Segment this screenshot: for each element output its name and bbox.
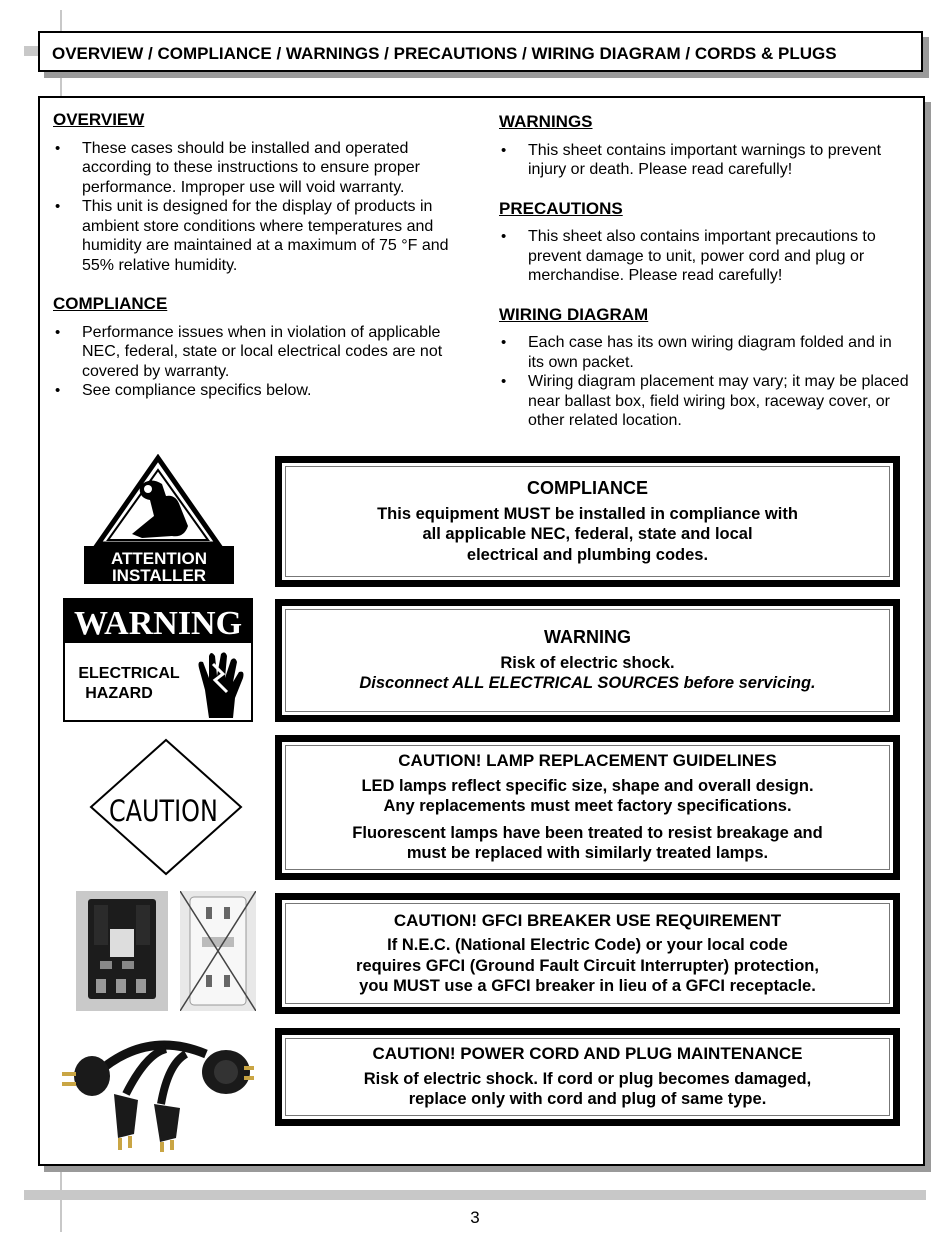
notice-line: requires GFCI (Ground Fault Circuit Interrupter) protection, xyxy=(356,956,819,975)
warnings-heading: WARNINGS xyxy=(499,112,593,131)
compliance-notice xyxy=(275,456,900,587)
list-item: • This sheet also contains important precautions to prevent damage to unit, power cord and plug or merchandise. Please read carefully! xyxy=(499,227,909,286)
notice-line: you MUST use a GFCI breaker in lieu of a GFCI receptacle. xyxy=(359,977,816,995)
page-number: 3 xyxy=(470,1208,480,1227)
notice-line: This equipment MUST be installed in compliance with xyxy=(377,504,798,523)
attention-line1: ATTENTION xyxy=(110,549,208,568)
notice-line: Risk of electric shock. xyxy=(500,653,675,672)
list-item: • Each case has its own wiring diagram folded and in its own packet. xyxy=(499,333,909,372)
electrical-hazard-icon xyxy=(63,598,253,722)
warning-sign-line2: HAZARD xyxy=(85,685,153,702)
list-item: • See compliance specifics below. xyxy=(53,381,478,401)
list-item: • This unit is designed for the display of products in ambient store conditions where temperatures and humidity are maintained at a maximum of 75 °F and 55% relative humidity. xyxy=(53,197,478,275)
notice-line: Risk of electric shock. If cord or plug becomes damaged, xyxy=(363,1069,812,1088)
warnings-list xyxy=(499,141,909,180)
overview-heading: OVERVIEW xyxy=(53,110,145,129)
compliance-list xyxy=(53,323,478,401)
left-column xyxy=(53,110,478,401)
precautions-heading: PRECAUTIONS xyxy=(499,198,623,218)
notice-line: electrical and plumbing codes. xyxy=(466,545,709,564)
power-cord-plugs-photo xyxy=(56,1034,256,1154)
notice-line: replace only with cord and plug of same type. xyxy=(408,1090,767,1109)
notice-line: Fluorescent lamps have been treated to resist breakage and xyxy=(352,823,823,842)
notice-title: COMPLIANCE xyxy=(527,478,648,498)
power-cord-notice xyxy=(275,1028,900,1126)
warning-notice xyxy=(275,599,900,722)
lamp-replacement-notice xyxy=(275,735,900,880)
wiring-list xyxy=(499,333,909,431)
gfci-receptacle-crossed-icon xyxy=(180,891,256,1011)
attention-line2: INSTALLER xyxy=(111,566,207,585)
list-item: • Wiring diagram placement may vary; it may be placed near ballast box, field wiring box, raceway cover, or other related location. xyxy=(499,372,909,431)
list-item: • These cases should be installed and operated according to these instructions to ensure proper performance. Improper use will void warranty. xyxy=(53,139,478,198)
compliance-heading: COMPLIANCE xyxy=(53,294,168,313)
notice-line: all applicable NEC, federal, state and local xyxy=(422,525,753,543)
gfci-notice xyxy=(275,893,900,1014)
page-title: OVERVIEW / COMPLIANCE / WARNINGS / PRECAUTIONS / WIRING DIAGRAM / CORDS & PLUGS xyxy=(52,44,837,63)
caution-diamond-icon xyxy=(88,738,244,876)
list-item: • Performance issues when in violation of applicable NEC, federal, state or local electrical codes are not covered by warranty. xyxy=(53,323,478,382)
attention-installer-icon xyxy=(80,454,240,586)
warning-sign-line1: ELECTRICAL xyxy=(78,665,180,682)
notice-line: If N.E.C. (National Electric Code) or your local code xyxy=(387,936,788,954)
margin-guide-bottom xyxy=(24,1190,926,1200)
notice-line: must be replaced with similarly treated lamps. xyxy=(406,844,769,863)
notice-title: WARNING xyxy=(544,627,631,648)
notice-line-italic: Disconnect ALL ELECTRICAL SOURCES before servicing. xyxy=(359,674,816,693)
list-item: • This sheet contains important warnings to prevent injury or death. Please read carefully! xyxy=(499,141,909,180)
page-header xyxy=(38,31,923,72)
notice-line: Any replacements must meet factory specifications. xyxy=(383,797,792,816)
notice-line: LED lamps reflect specific size, shape and overall design. xyxy=(361,776,814,795)
right-column xyxy=(499,112,909,431)
precautions-list xyxy=(499,227,909,286)
caution-label: CAUTION xyxy=(108,794,218,829)
notice-title: CAUTION! POWER CORD AND PLUG MAINTENANCE xyxy=(372,1044,803,1064)
overview-list xyxy=(53,139,478,276)
warning-sign-title: WARNING xyxy=(73,605,243,642)
wiring-heading: WIRING DIAGRAM xyxy=(499,304,649,324)
notice-title: CAUTION! LAMP REPLACEMENT GUIDELINES xyxy=(398,751,777,771)
gfci-breaker-photo xyxy=(76,891,168,1011)
notice-title: CAUTION! GFCI BREAKER USE REQUIREMENT xyxy=(393,910,782,930)
